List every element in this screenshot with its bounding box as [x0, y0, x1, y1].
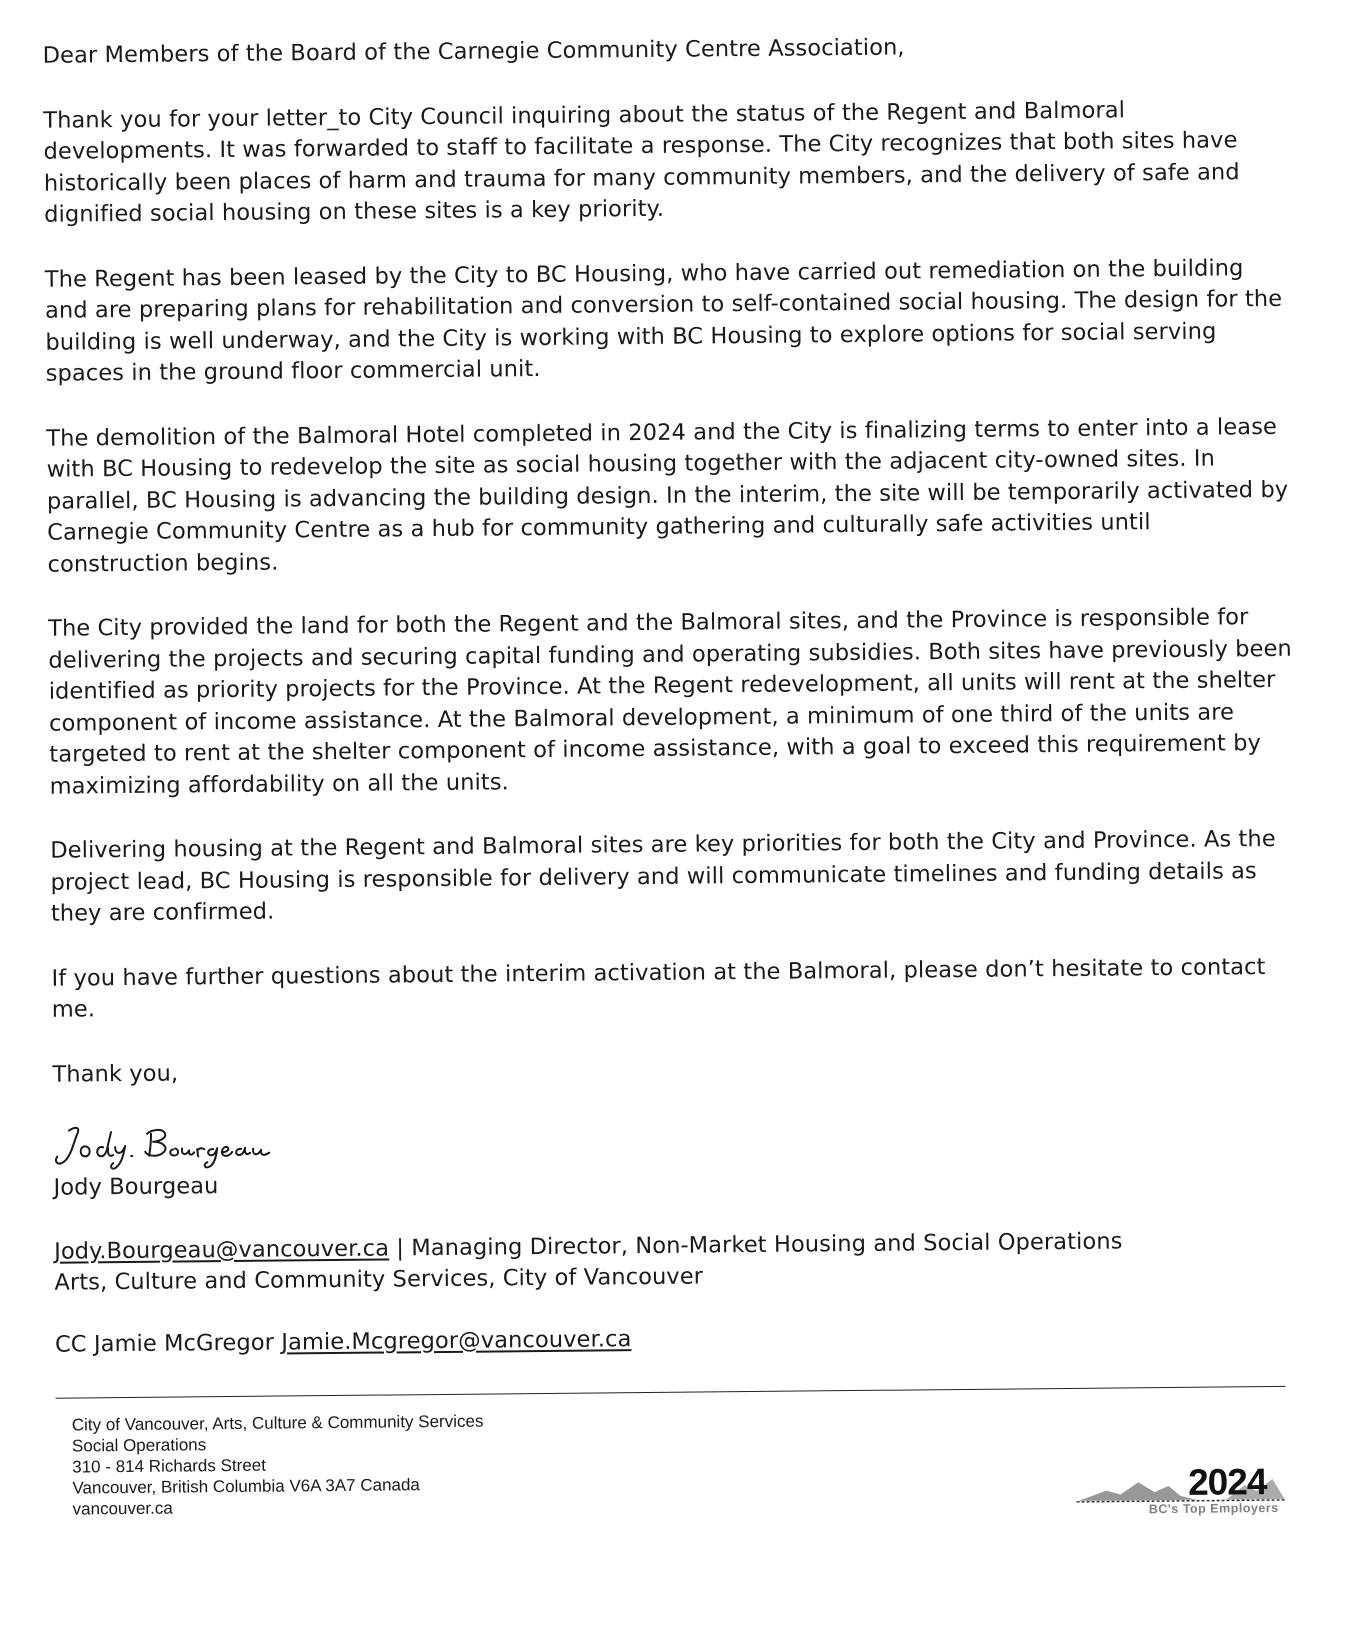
paragraph-key-priorities: Delivering housing at the Regent and Balmoral sites are key priorities for both the City and Province. As the project lead, BC Housing is responsible for delivery and will communicate timelines and funding details as they are confirmed.: [50, 825, 1276, 927]
cc-recipient: CC Jamie McGregor: [54, 1329, 275, 1358]
paragraph-balmoral-status: The demolition of the Balmoral Hotel completed in 2024 and the City is finalizing terms to enter into a lease with BC Housing to redevelop the site as social housing together with the adjacent city-owned sites. In parallel, BC Housing is advancing the building design. In the interim, the site will be temporarily activated by Carnegie Community Centre as a hub for community gathering and culturally safe activities until construction begins.: [46, 413, 1289, 578]
signer-department: Arts, Culture and Community Services, City of Vancouver: [54, 1263, 704, 1296]
award-year: 2024: [1187, 1461, 1267, 1503]
footer-address: [72, 1411, 485, 1520]
signer-email-link[interactable]: Jody.Bourgeau@vancouver.ca: [54, 1234, 390, 1265]
signer-contact-block: [54, 1224, 1300, 1299]
paragraph-contact-invitation: If you have further questions about the interim activation at the Balmoral, please don’t hesitate to contact me.: [51, 953, 1266, 1023]
paragraph-funding-responsibility: The City provided the land for both the Regent and the Balmoral sites, and the Province is responsible for delivering the projects and securing capital funding and operating subsidies. Both sites have previously been identified as priority projects for the Province. At the Regent redevelopment, all units will rent at the shelter component of income assistance. At the Balmoral development, a minimum of one third of the units are targeted to rent at the shelter component of income assistance, with a goal to exceed this requirement by maximizing affordability on all the units.: [48, 604, 1292, 800]
cc-email-link[interactable]: Jamie.Mcgregor@vancouver.ca: [281, 1325, 632, 1356]
paragraph-regent-status: The Regent has been leased by the City to BC Housing, who have carried out remediation on the building and are preparing plans for rehabilitation and conversion to self-contained social housing. The design for the building is well underway, and the City is working with BC Housing to explore options for social serving spaces in the ground floor commercial unit.: [44, 254, 1283, 387]
closing: Thank you,: [52, 1060, 179, 1088]
letter-body: [43, 29, 1301, 1361]
handwritten-signature: [51, 1118, 311, 1172]
footer-website: vancouver.ca: [72, 1498, 173, 1519]
signer-title: Managing Director, Non-Market Housing and Social Operations: [411, 1227, 1123, 1261]
top-employers-award-badge: [1076, 1461, 1287, 1543]
footer-organization: City of Vancouver, Arts, Culture & Community Services: [71, 1411, 484, 1435]
footer-city: Vancouver, British Columbia V6A 3A7 Canada: [72, 1475, 420, 1498]
footer-division: Social Operations: [71, 1435, 207, 1456]
paragraph-inquiry-response: Thank you for your letter_to City Council inquiring about the status of the Regent and Balmoral developments. It was forwarded to staff to facilitate a response. The City recognizes that both sites have historically been places of harm and trauma for many community members, and the delivery of safe and dignified social housing on these sites is a key priority.: [43, 96, 1240, 228]
salutation: Dear Members of the Board of the Carnegie Community Centre Association,: [42, 34, 905, 69]
award-caption: BC's Top Employers: [1148, 1500, 1279, 1517]
cc-line: [55, 1317, 1300, 1360]
footer-street: 310 - 814 Richards Street: [72, 1455, 267, 1477]
footer-divider: [56, 1386, 1286, 1399]
signer-name: Jody Bourgeau: [53, 1173, 219, 1201]
separator: |: [396, 1234, 405, 1261]
